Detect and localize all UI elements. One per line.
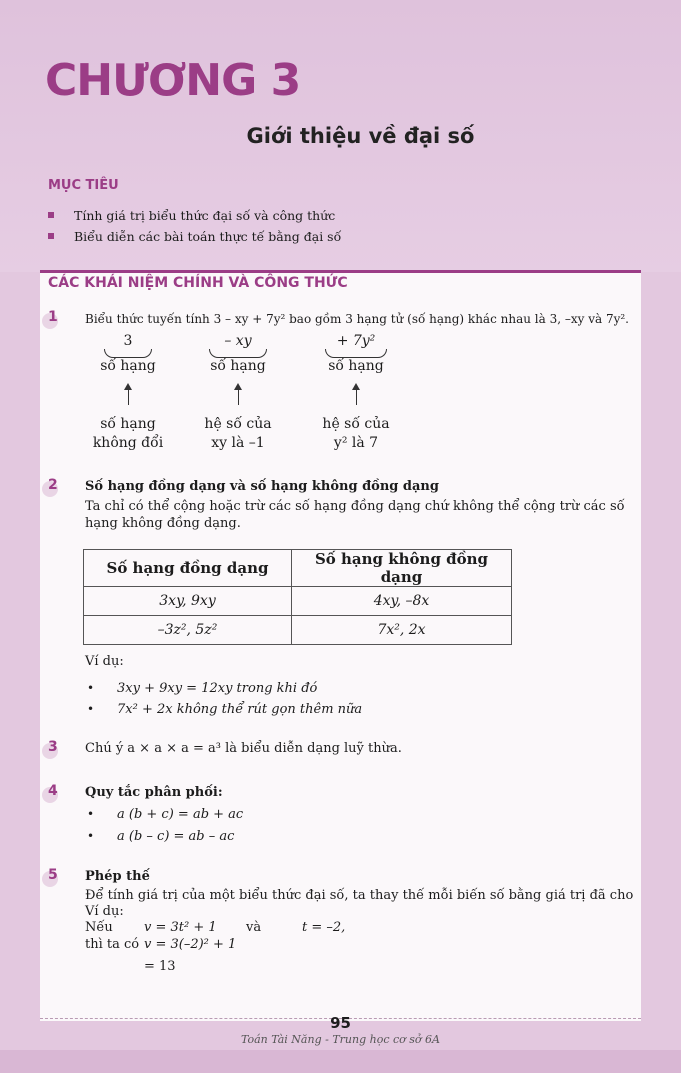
section-number-4: 4: [48, 783, 68, 799]
table-cell: 7x², 2x: [292, 616, 512, 645]
distributive-rule: a (b + c) = ab + ac: [117, 807, 244, 822]
term-xy: [178, 333, 298, 374]
objective-item: [48, 205, 341, 226]
objective-item: [48, 226, 341, 247]
objective-text: Tính giá trị biểu thức đại số và công thức: [74, 208, 336, 223]
term-constant: [68, 333, 188, 374]
table-header: Số hạng không đồng dạng: [292, 550, 512, 587]
section-number-1: 1: [48, 309, 68, 325]
bullet-dot-icon: •: [87, 681, 95, 695]
bottom-band: [0, 1050, 681, 1073]
bullet-dot-icon: •: [87, 702, 95, 716]
section-number-5: 5: [48, 867, 68, 883]
arrow-up-icon: [238, 387, 239, 405]
brace-icon: [104, 349, 152, 358]
book-title: Toán Tài Năng - Trung học cơ sở 6A: [241, 1033, 440, 1046]
table-cell: 4xy, –8x: [292, 587, 512, 616]
square-bullet-icon: [48, 212, 54, 218]
section-2-text-line1: Ta chỉ có thể cộng hoặc trừ các số hạng đồng dạng chứ không thể cộng trừ các số: [85, 499, 625, 514]
chapter-subtitle: Giới thiệu về đại số: [246, 124, 475, 148]
term-expression: – xy: [224, 333, 252, 349]
section-number-2: 2: [48, 477, 68, 493]
substitution-then: thì ta có: [85, 937, 140, 952]
arrow-up-icon: [128, 387, 129, 405]
term-desc-line: y² là 7: [333, 435, 379, 451]
table-header-row: [84, 550, 512, 587]
term-desc-line: xy là –1: [211, 435, 265, 451]
like-terms-table: [83, 549, 512, 645]
term-xy-desc: [178, 415, 298, 453]
substitution-value: t = –2,: [302, 920, 346, 935]
section-5-title: Phép thế: [85, 869, 150, 884]
bullet-dot-icon: •: [87, 829, 95, 843]
table-row: [84, 587, 512, 616]
term-label: số hạng: [100, 358, 156, 374]
concepts-heading: CÁC KHÁI NIỆM CHÍNH VÀ CÔNG THỨC: [48, 275, 348, 291]
term-desc-line: không đổi: [92, 435, 164, 451]
section-2-text-line2: hạng không đồng dạng.: [85, 516, 241, 531]
example-label: Ví dụ:: [85, 654, 124, 669]
objectives-heading: MỤC TIÊU: [48, 178, 119, 193]
chapter-title: CHƯƠNG 3: [45, 55, 301, 106]
table-cell: –3z², 5z²: [84, 616, 292, 645]
objectives-list: [48, 205, 341, 247]
distributive-rule: a (b – c) = ab – ac: [117, 829, 235, 844]
substitution-if: Nếu: [85, 920, 113, 935]
objective-text: Biểu diễn các bài toán thực tế bằng đại số: [74, 229, 342, 244]
concepts-panel: [40, 270, 641, 1021]
section-3-text: Chú ý a × a × a = a³ là biểu diễn dạng luỹ thừa.: [85, 741, 402, 756]
term-constant-desc: [68, 415, 188, 453]
term-label: số hạng: [328, 358, 384, 374]
term-desc-line: số hạng: [100, 416, 156, 432]
brace-icon: [325, 349, 387, 358]
substitution-step: v = 3(–2)² + 1: [144, 937, 237, 952]
section-number-3: 3: [48, 739, 68, 755]
page-number: 95: [330, 1014, 351, 1032]
table-cell: 3xy, 9xy: [84, 587, 292, 616]
term-7y2: [296, 333, 416, 374]
term-desc-line: hệ số của: [322, 416, 390, 432]
brace-icon: [209, 349, 267, 358]
section-1-text: Biểu thức tuyến tính 3 – xy + 7y² bao gồm 3 hạng tử (số hạng) khác nhau là 3, –xy và 7y².: [85, 312, 629, 326]
section-2-title: Số hạng đồng dạng và số hạng không đồng dạng: [85, 479, 439, 494]
example-item: 7x² + 2x không thể rút gọn thêm nữa: [117, 702, 363, 717]
section-4-title: Quy tắc phân phối:: [85, 785, 223, 800]
bullet-dot-icon: •: [87, 807, 95, 821]
term-expression: 3: [123, 333, 133, 349]
example-label: Ví dụ:: [85, 904, 124, 919]
table-row: [84, 616, 512, 645]
arrow-up-icon: [356, 387, 357, 405]
example-item: 3xy + 9xy = 12xy trong khi đó: [117, 681, 318, 696]
term-desc-line: hệ số của: [204, 416, 272, 432]
section-5-text: Để tính giá trị của một biểu thức đại số, ta thay thế mỗi biến số bằng giá trị đã cho: [85, 888, 634, 903]
table-header: Số hạng đồng dạng: [84, 550, 292, 587]
term-label: số hạng: [210, 358, 266, 374]
substitution-result: = 13: [144, 959, 176, 974]
substitution-formula: v = 3t² + 1: [144, 920, 217, 935]
term-7y2-desc: [296, 415, 416, 453]
substitution-and: và: [246, 920, 262, 935]
square-bullet-icon: [48, 233, 54, 239]
term-expression: + 7y²: [336, 333, 376, 349]
